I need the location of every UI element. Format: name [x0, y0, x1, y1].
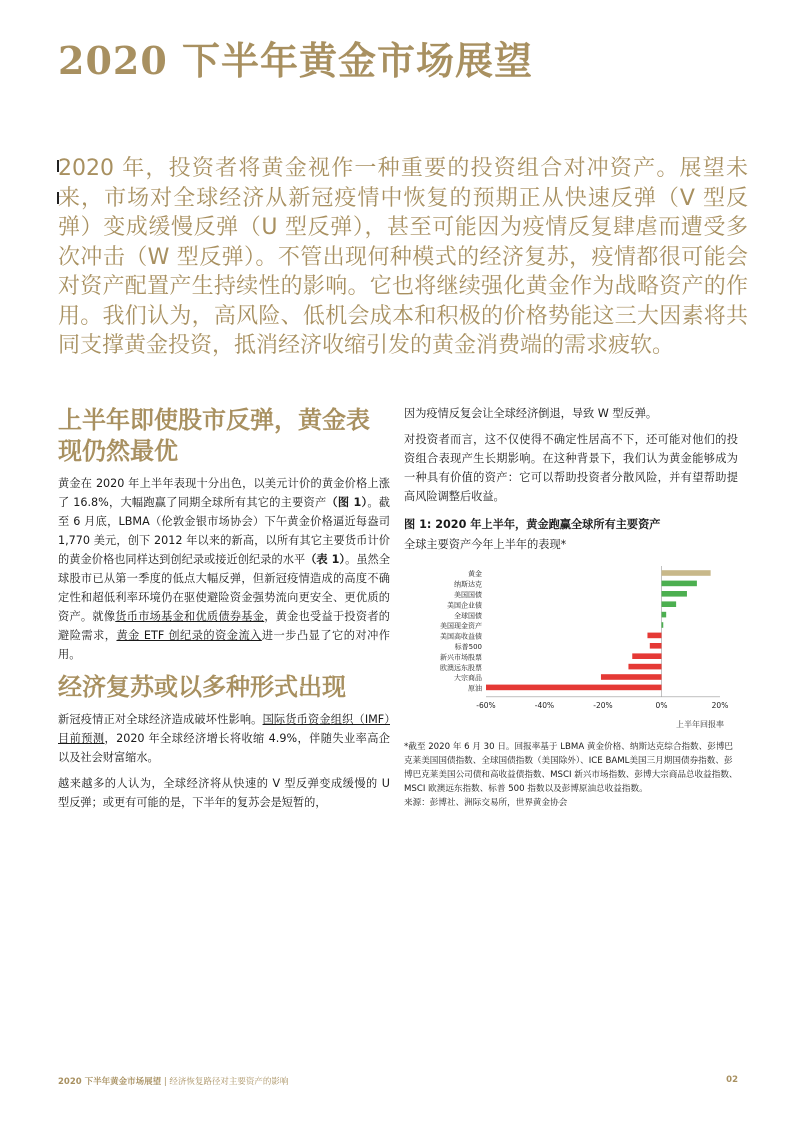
footer-subtitle: 经济恢复路径对主要资产的影响 — [169, 1077, 289, 1087]
x-tick-label: -40% — [534, 700, 555, 710]
paragraph-imf — [58, 710, 390, 767]
figure-ref[interactable]: （图 1） — [326, 496, 368, 509]
text-run: 进一步凸显了它的对冲作用。 — [58, 629, 390, 661]
right-body — [404, 404, 738, 506]
category-label: 原油 — [468, 684, 482, 693]
bar-9 — [628, 664, 661, 670]
bar-4 — [662, 612, 667, 618]
bar-8 — [632, 653, 661, 659]
footer — [58, 1075, 288, 1087]
bar-11 — [486, 685, 662, 691]
x-tick-label: -60% — [476, 700, 496, 710]
table-ref[interactable]: （表 1） — [305, 553, 346, 566]
link-gold-etf-flows[interactable]: 黄金 ETF 创纪录的资金流入 — [116, 629, 262, 642]
left-body — [58, 474, 390, 664]
footer-brand: 2020 下半年黄金市场展望 — [58, 1077, 162, 1087]
paragraph-gold-performance — [58, 474, 390, 664]
intro-paragraph: 2020 年，投资者将黄金视作一种重要的投资组合对冲资产。展望未来，市场对全球经济从新冠疫情中恢复的预期正从快速反弹（V 型反弹）变成缓慢反弹（U 型反弹），甚至可能因为疫情反复肆虐而遭受多次冲击（W 型反弹）。不管出现何种模式的经济复苏，疫情都很可能会对资产配置产生持续性的影响。它也将继续强化黄金作为战略资产的作用。我们认为，高风险、低机会成本和积极的价格势能这三大因素将共同支撑黄金投资，抵消经济收缩引发的黄金消费端的需求疲软。 — [58, 156, 748, 358]
text-run: 。虽然全球股市已从第一季度的低点大幅反弹，但新冠疫情造成的高度不确定性和超低利率环境仍在驱使避险资金强势流向更安全、更优质的资产。就像 — [58, 553, 390, 623]
x-tick-label: -20% — [593, 700, 613, 710]
page-number: 02 — [726, 1075, 738, 1085]
bar-7 — [650, 643, 662, 649]
category-label: 美国现金资产 — [440, 622, 482, 631]
left-column — [58, 404, 390, 819]
bar-5 — [662, 622, 664, 628]
category-label: 新兴市场股票 — [440, 653, 482, 662]
bar-0 — [662, 570, 711, 576]
section-heading-h1-performance: 上半年即使股市反弹，黄金表现仍然最优 — [58, 405, 370, 465]
bar-3 — [662, 601, 677, 607]
x-tick-label: 20% — [711, 700, 729, 710]
category-label: 美国企业债 — [447, 601, 482, 610]
bar-6 — [647, 633, 661, 639]
left-body-2 — [58, 710, 390, 812]
bar-2 — [662, 591, 687, 597]
link-money-market-funds[interactable]: 货币市场基金和优质债券基金 — [115, 610, 265, 623]
x-tick-label: 0% — [655, 700, 668, 710]
asset-performance-chart — [404, 560, 744, 738]
category-label: 大宗商品 — [454, 674, 482, 683]
figure-subtitle: 全球主要资产今年上半年的表现* — [404, 538, 567, 551]
text-run: ，黄金也受益于投资者的避险需求， — [58, 610, 390, 642]
text-run: 。截至 6 月底，LBMA（伦敦金银市场协会）下午黄金价格逼近每盎司 1,770 美元，创下 2012 年以来的新高，以所有其它主要货币计价的黄金价格也同样达到创纪录或接近创纪录的水平 — [58, 496, 390, 566]
right-column — [404, 404, 738, 552]
bar-10 — [601, 674, 662, 680]
link-imf-forecast[interactable]: 国际货币资金组织（IMF）目前预测 — [58, 713, 390, 745]
category-label: 黄金 — [468, 570, 482, 579]
x-axis-label: 上半年回报率 — [676, 719, 724, 729]
page-title: 2020 下半年黄金市场展望 — [58, 38, 533, 83]
category-label: 全球国债 — [454, 611, 482, 620]
bar-1 — [662, 581, 697, 587]
category-label: 美国高收益债 — [440, 632, 482, 641]
text-run: 黄金在 2020 年上半年表现十分出色，以美元计价的黄金价格上涨了 16.8%，大幅跑赢了同期全球所有其它的主要资产 — [58, 477, 390, 509]
section-heading-recovery: 经济复苏或以多种形式出现 — [58, 672, 346, 701]
category-label: 纳斯达克 — [454, 580, 482, 589]
category-label: 欧澳远东股票 — [440, 663, 482, 672]
text-run: 新冠疫情正对全球经济造成破坏性影响。 — [58, 713, 263, 726]
figure-title: 图 1: 2020 年上半年，黄金跑赢全球所有主要资产 — [404, 518, 661, 531]
figure-footnote: *截至 2020 年 6 月 30 日。回报率基于 LBMA 黄金价格、纳斯达克综合指数、彭博巴克莱美国国债指数、全球国债指数（美国除外）、ICE BAML美国三月期国债券指数、彭博巴克莱美国公司债和高收益债指数、MSCI 新兴市场指数、彭博大宗商品总收益指数、MSCI 欧澳远东指数、标普 500 指数以及彭博原油总收益指数。 — [404, 742, 738, 794]
text-run: ，2020 年全球经济增长将收缩 4.9%，伴随失业率高企以及社会财富缩水。 — [58, 732, 390, 764]
figure-source: 来源：彭博社、洲际交易所，世界黄金协会 — [404, 798, 568, 808]
figure-note — [404, 740, 738, 810]
paragraph-investors: 对投资者而言，这不仅使得不确定性居高不下，还可能对他们的投资组合表现产生长期影响。在这种背景下，我们认为黄金能够成为一种具有价值的资产：它可以帮助投资者分散风险，并有望帮助提高风险调整后收益。 — [404, 433, 738, 503]
category-label: 标普500 — [454, 643, 482, 651]
footer-separator: | — [161, 1077, 170, 1087]
category-label: 美国国债 — [454, 591, 482, 599]
paragraph-recovery-shape: 越来越多的人认为，全球经济将从快速的 V 型反弹变成缓慢的 U 型反弹；或更有可能的是，下半年的复苏会是短暂的， — [58, 777, 390, 809]
paragraph-w-shape: 因为疫情反复会让全球经济倒退，导致 W 型反弹。 — [404, 407, 658, 420]
